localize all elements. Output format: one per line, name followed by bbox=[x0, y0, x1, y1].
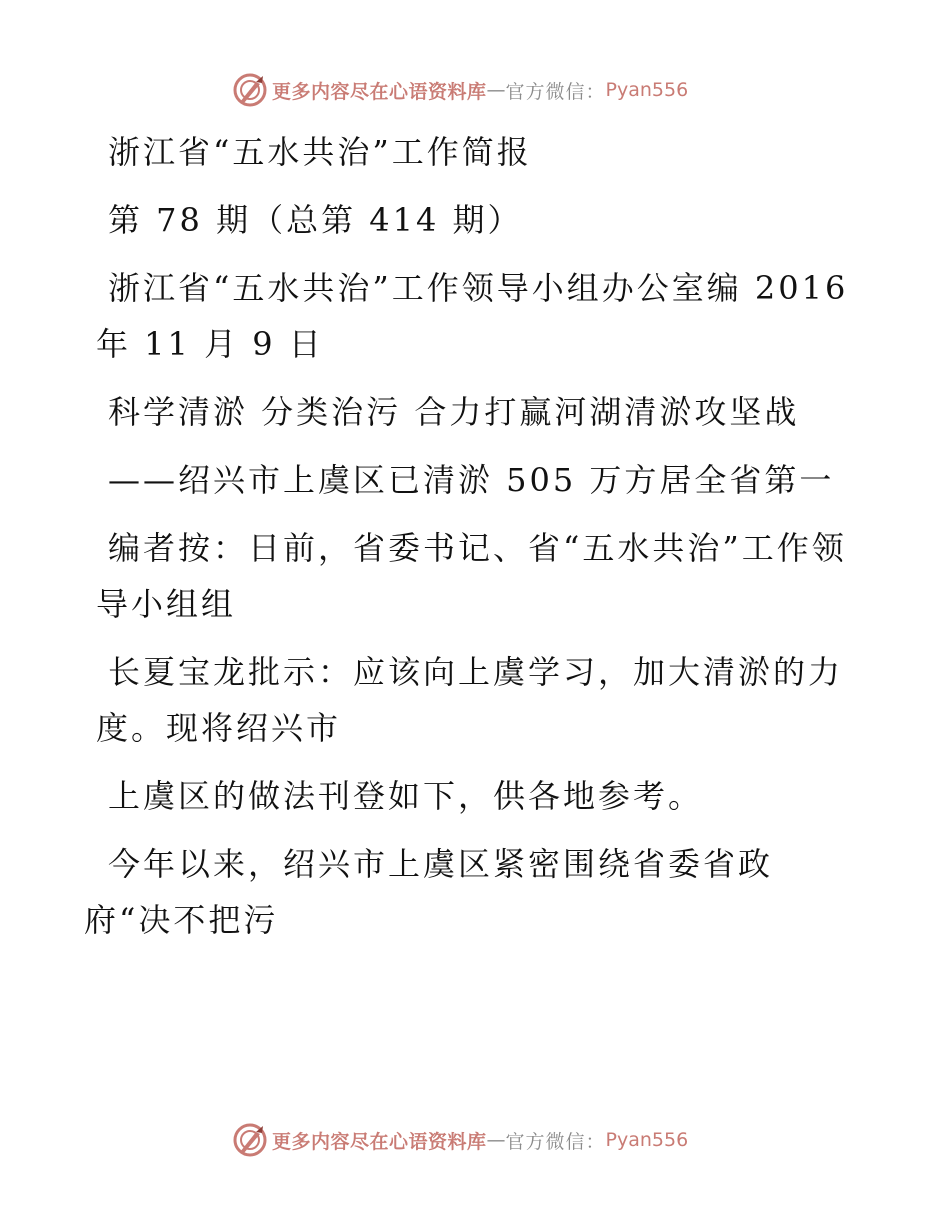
watermark-wechat-id: Pyan556 bbox=[605, 1129, 689, 1151]
article-subheadline: ——绍兴市上虞区已清淤 505 万方居全省第一 bbox=[108, 461, 835, 499]
document-issue-number: 第 78 期（总第 414 期） bbox=[108, 201, 523, 239]
document-title: 浙江省“五水共治”工作简报 bbox=[108, 133, 532, 171]
article-headline: 科学清淤 分类治污 合力打赢河湖清淤攻坚战 bbox=[108, 393, 800, 431]
body-paragraph-line-1: 今年以来，绍兴市上虞区紧密围绕省委省政 bbox=[108, 845, 774, 883]
footer-watermark bbox=[232, 1120, 688, 1160]
body-paragraph bbox=[84, 836, 866, 948]
editor-note-part-3: 上虞区的做法刊登如下，供各地参考。 bbox=[108, 777, 704, 815]
watermark-wechat-id: Pyan556 bbox=[605, 79, 689, 101]
watermark-brand-text: 更多内容尽在心语资料库 bbox=[272, 80, 487, 103]
quill-pen-logo-icon bbox=[232, 72, 268, 108]
watermark-brand-text: 更多内容尽在心语资料库 bbox=[272, 1130, 487, 1153]
document-content bbox=[84, 124, 866, 948]
watermark-separator: — bbox=[486, 1129, 506, 1151]
body-paragraph-line-2: 府“决不把污 bbox=[84, 901, 279, 939]
editor-note-part-1: 编者按：日前，省委书记、省“五水共治”工作领导小组组 bbox=[96, 529, 847, 623]
document-publisher-date: 浙江省“五水共治”工作领导小组办公室编 2016 年 11 月 9 日 bbox=[96, 269, 849, 363]
watermark-separator: — bbox=[486, 79, 506, 101]
quill-pen-logo-icon bbox=[232, 1122, 268, 1158]
watermark-official-label: 官方微信： bbox=[505, 80, 606, 103]
editor-note-part-2: 长夏宝龙批示：应该向上虞学习，加大清淤的力度。现将绍兴市 bbox=[96, 653, 844, 747]
watermark-official-label: 官方微信： bbox=[505, 1130, 606, 1153]
header-watermark bbox=[232, 70, 688, 110]
